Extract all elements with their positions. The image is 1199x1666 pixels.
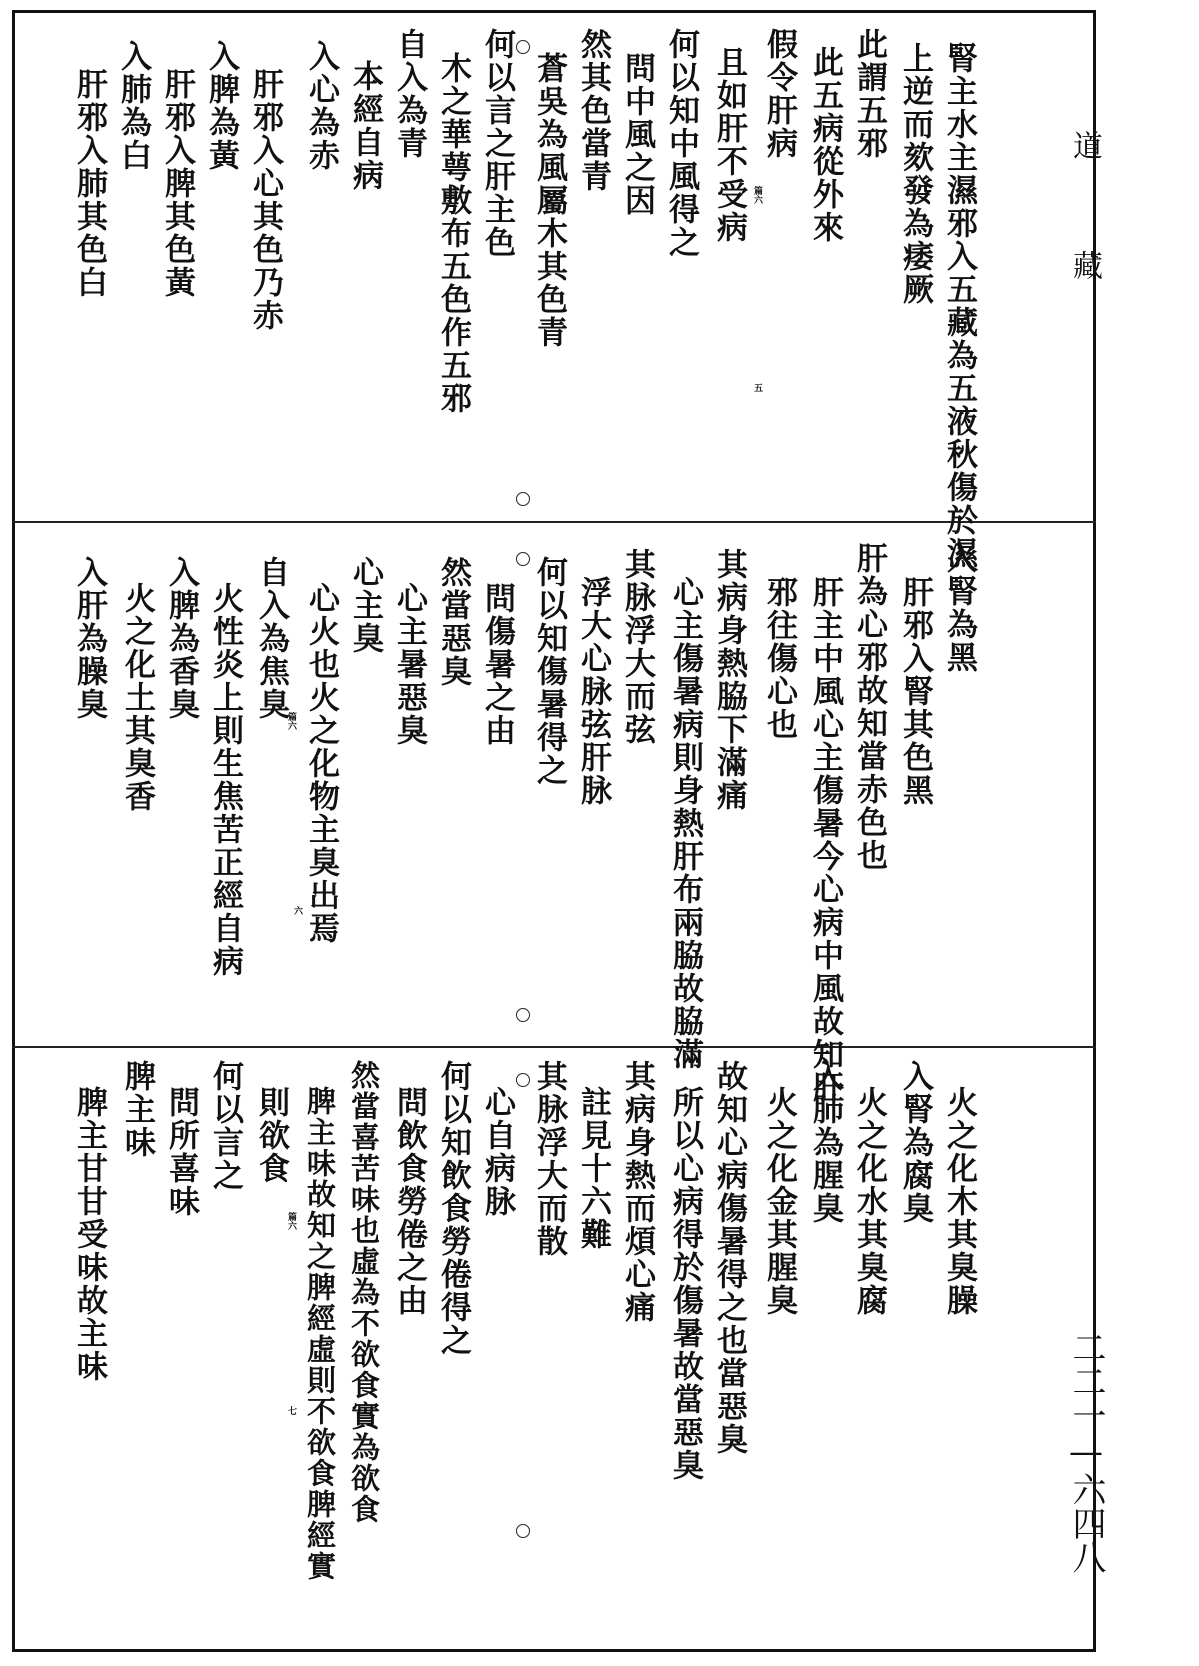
text-column: 入肝為臊臭 [71,556,107,721]
register-divider-2 [12,1046,1096,1048]
text-column: 肝主中風心主傷暑今心病中風故知肝 [807,576,843,1104]
text-column: 何以言之肝主色 [479,28,515,259]
circle-marker [516,1524,530,1538]
text-column: 問飲食勞倦之由 [391,1086,427,1317]
text-column: 則欲食 [253,1086,289,1185]
text-column: 問中風之因 [619,52,655,217]
text-column: 脾主甘甘受味故主味 [71,1086,107,1383]
circle-marker [516,1008,530,1022]
chapter-mark: 篇六 [286,712,296,730]
text-column: 心火也火之化物主臭出焉 [303,582,339,945]
text-column: 問傷暑之由 [479,582,515,747]
text-column: 其病身熱脇下滿痛 [711,548,747,812]
text-column: 其脉浮大而散 [531,1060,567,1258]
text-column: 何以知傷暑得之 [531,556,567,787]
text-column: 假令肝病 [761,28,797,160]
text-column: 心主臭 [347,556,383,655]
text-column: 脾主味 [119,1060,155,1159]
text-column: 入脾為黃 [203,40,239,172]
text-column: 火之化木其臭臊 [941,1086,977,1317]
text-column: 心主傷暑病則身熱肝布兩脇故脇滿 [667,576,703,1071]
text-column: 腎主水主濕邪入五藏為五液秋傷於濕 [941,42,977,570]
circle-marker [516,492,530,506]
register-divider-1 [12,521,1096,523]
text-column: 本經自病 [347,60,383,192]
text-column: 所以心病得於傷暑故當惡臭 [667,1086,703,1482]
text-column: 木之華萼敷布五色作五邪 [435,52,471,415]
text-column: 火之化水其臭腐 [851,1086,887,1317]
text-column: 入脾為香臭 [163,556,199,721]
text-column: 其病身熱而煩心痛 [619,1060,655,1324]
text-column: 此五病從外來 [807,46,843,244]
text-column: 蒼吳為風屬木其色青 [531,52,567,349]
chapter-mark: 六 [292,906,302,915]
text-column: 上逆而欬發為痿厥 [897,42,933,306]
text-column: 肝邪入腎其色黑 [897,576,933,807]
text-column: 故知心病傷暑得之也當惡臭 [711,1060,747,1456]
text-column: 此謂五邪 [851,28,887,160]
text-column: 然其色當青 [575,28,611,193]
circle-marker [516,40,530,54]
text-column: 註見十六難 [575,1086,611,1251]
text-column: 入腎為黑 [941,542,977,674]
text-column: 自入為青 [391,28,427,160]
chapter-mark: 七 [286,1406,296,1415]
text-column: 火性炎上則生焦苦正經自病 [207,582,243,978]
text-column: 火之化金其腥臭 [761,1086,797,1317]
book-title-1: 道 [1067,130,1102,160]
text-column: 問所喜味 [163,1086,199,1218]
text-column: 心主暑惡臭 [391,582,427,747]
circle-marker [516,552,530,566]
text-column: 邪往傷心也 [761,576,797,741]
text-column: 且如肝不受病 [711,46,747,244]
text-column: 入腎為腐臭 [897,1060,933,1225]
text-column: 其脉浮大而弦 [619,548,655,746]
text-column: 入心為赤 [303,40,339,172]
text-column: 浮大心脉弦肝脉 [575,576,611,807]
chapter-mark: 五 [752,383,762,392]
text-column: 心自病脉 [479,1086,515,1218]
text-column: 肝邪入肺其色白 [71,68,107,299]
text-column: 然當喜苦味也虛為不欲食實為欲食 [347,1060,381,1525]
chapter-mark: 篇六 [286,1212,296,1230]
text-column: 肝為心邪故知當赤色也 [851,542,887,872]
text-column: 何以知中風得之 [663,28,699,259]
text-column: 何以言之 [207,1060,243,1192]
page-number: 二二一—六四八 [1066,1330,1106,1574]
text-column: 肝邪入心其色乃赤 [247,68,283,332]
text-column: 脾主味故知之脾經虛則不欲食脾經實 [303,1086,337,1582]
chapter-mark: 篇六 [752,186,762,204]
text-column: 何以知飲食勞倦得之 [435,1060,471,1357]
book-title-2: 藏 [1067,250,1102,280]
text-column: 自入為焦臭 [253,556,289,721]
text-column: 火之化土其臭香 [119,582,155,813]
text-column: 入肺為腥臭 [807,1060,843,1225]
circle-marker [516,1073,530,1087]
text-column: 然當惡臭 [435,556,471,688]
text-column: 肝邪入脾其色黃 [159,68,195,299]
text-column: 入肺為白 [115,40,151,172]
